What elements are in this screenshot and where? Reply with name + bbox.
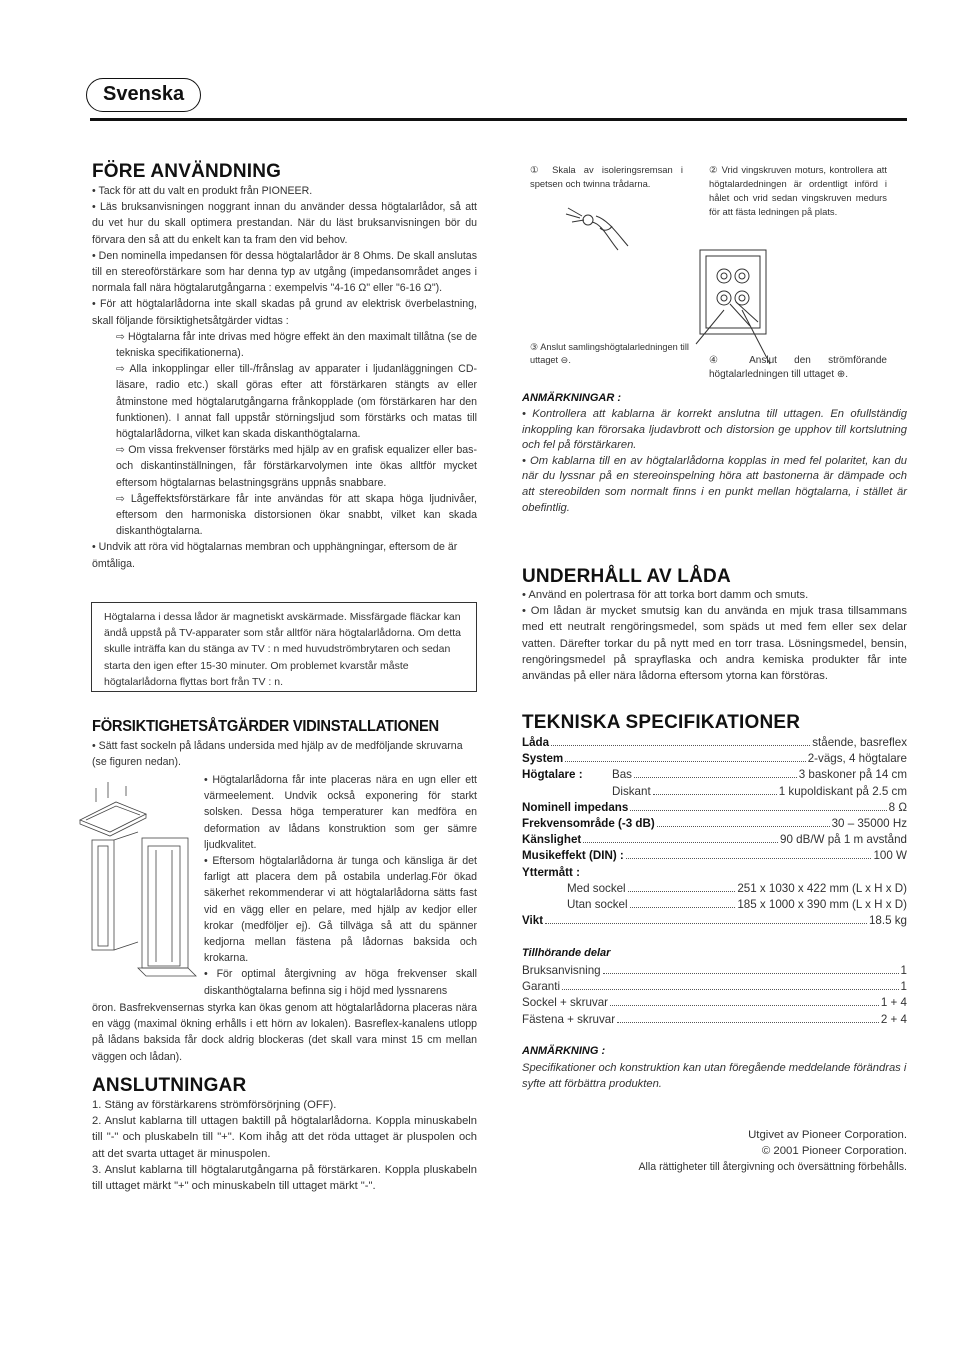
spec-subkey: Diskant [612,784,651,798]
spec-key: Yttermått : [522,865,580,879]
spec-key: Känslighet [522,833,582,847]
underhall-body [522,587,907,684]
remark-text: Specifikationer och konstruktion kan utan föregående meddelande förändras i syfte att förbättra produkten. [522,1062,907,1090]
note-2: • Om kablarna till en av högtalarlådorna kopplas in med fel polaritet, kan du när du lyssnar på en stereoinspelning höra att bastonerna är dämpade och att stereobilden som normalt finns i en punkt mellan högtalarna, i stället är obefintlig. [522,454,907,514]
header-rule [90,118,907,121]
accessory-row [522,979,907,995]
section-title-specs: TEKNISKA SPECIFIKATIONER [522,712,801,733]
spec-list [522,735,907,929]
spec-key: Vikt [522,914,544,928]
forsikt-oven-warning: • Högtalarlådorna får inte placeras nära en ugn eller ett värmeelement. Undvik också exponering för starkt solsken. Dessa höga temperaturer kan medföra en deformation av lådans konstruktion som ger sämre ljudkvalitet. [204,774,477,851]
forsikt-intro: • Sätt fast sockeln på lådans undersida med hjälp av de medföljande skruvarna (se figuren nedan). [92,740,463,769]
spec-subkey: Utan sockel [567,898,628,912]
fore-bullet-5: • Undvik att röra vid högtalarnas membran och upphängningar, eftersom de är ömtåliga. [92,541,458,570]
spec-row-lada [522,735,907,751]
fore-sub-4: ⇨ Lågeffektsförstärkare får inte användas för att skapa höga ljudnivåer, eftersom den harmoniska distorsionen ökar snabbt, vilket kan skada diskanthögtalarna. [116,492,477,538]
section-title-forsikt: FÖRSIKTIGHETSÅTGÄRDER VIDINSTALLATIONEN [92,718,439,735]
accessory-name: Garanti [522,980,561,994]
language-tab: Svenska [86,78,201,112]
forsikt-mounting: • Eftersom högtalarlådorna är tunga och känsliga är det farligt att placera dem på ostabila underlag.För ökad säkerhet rekommenderar vi att högtalarlådorna sätts fast vid en vägg eller en pelare, med hjälp av kedjor eller krokar (medföljer ej). Gå tillväga så att du spänner kedjorna mellan fästena på lådornas baksida och krokarna. [204,855,477,965]
anslut-step-3: 3. Anslut kablarna till högtalarutgångarna på förstärkaren. Koppla pluskabeln till uttaget märkt "+" och minuskabeln till uttaget märkt "-". [92,1163,477,1193]
spec-row-yttermatt [522,865,907,881]
section-title-anslut: ANSLUTNINGAR [92,1075,247,1096]
accessory-qty: 1 [900,980,907,994]
accessory-qty: 2 + 4 [880,1012,907,1026]
forsikt-placement: öron. Basfrekvensernas styrka kan ökas genom att högtalarlådorna placeras nära en vägg (maximal ökning erhålls i ett hörn av lokalen). Basreflex-kanalens utlopp på lådans baksida får dock aldrig blockeras (det skall vara minst 15 cm mellan väggen och lådan). [92,1002,477,1063]
section-title-fore: FÖRE ANVÄNDNING [92,161,282,182]
notes-title: ANMÄRKNINGAR : [522,392,621,404]
accessories-title: Tillhörande delar [522,947,611,959]
spec-subkey: Med sockel [567,881,626,895]
accessory-row [522,963,907,979]
spec-value: 8 Ω [888,800,907,814]
speaker-socket-illustration [76,780,206,980]
accessory-qty: 1 + 4 [880,996,907,1010]
spec-value: 18.5 kg [868,914,907,928]
fore-body [92,183,477,572]
accessory-name: Bruksanvisning [522,964,601,977]
spec-key: Låda [522,736,550,749]
spec-row-frekvens [522,816,907,832]
fore-sub-1: ⇨ Högtalarna får inte drivas med högre effekt än den maximalt tillåtna (se de tekniska specifikationerna). [116,330,477,360]
fore-sub-2: ⇨ Alla inkopplingar eller till-/frånslag av apparater i ljudanläggningen CD-läsare, radio etc.) skall göras efter att förstärkaren stängts av eller åtminstone med högtalarutgångarna frånkopplade (om förstärkaren har den funktionen). I annat fall uppstår störningsljud som förstärks och matas till högtalarlådorna, vilket kan skada diskanthögtalarna. [116,363,477,441]
wiring-step-4: ④ Anslut den strömförande högtalarledningen till uttaget ⊕. [709,355,887,380]
spec-row-kanslighet [522,832,907,848]
spec-row-utan-sockel [522,897,907,913]
underhall-p1: • Använd en polertrasa för att torka bort damm och smuts. [522,589,809,601]
publisher-block [638,1127,907,1175]
spec-key: Nominell impedans [522,800,629,814]
section-title-underhall: UNDERHÅLL AV LÅDA [522,566,731,587]
forsikt-right-col [204,772,477,999]
publisher-line-2: © 2001 Pioneer Corporation. [761,1145,907,1157]
spec-value: 30 – 35000 Hz [831,817,907,831]
accessory-qty: 1 [900,964,907,977]
fore-sub-3: ⇨ Om vissa frekvenser förstärks med hjälp av en grafisk equalizer eller bas- och diskantinställningen, får förstärkarvolymen inte ökas alltför mycket eftersom högtalarnas belastningsgräns uppnås snabbare. [116,444,477,489]
spec-value: stående, basreflex [812,736,907,749]
publisher-line-1: Utgivet av Pioneer Corporation. [748,1129,907,1141]
spec-value: 2-vägs, 4 högtalare [807,752,907,766]
spec-value: 185 x 1000 x 390 mm (L x H x D) [737,898,907,912]
anslut-body [92,1097,477,1194]
wiring-step-3: ③ Anslut samlingshögtalarledningen till uttaget ⊖. [530,342,689,365]
spec-subkey: Bas [612,768,632,782]
remark-title: ANMÄRKNING : [522,1045,606,1057]
anslut-step-1: 1. Stäng av förstärkarens strömförsörjning (OFF). [92,1099,337,1111]
notes-body [522,407,907,516]
fore-bullet-4: • För att högtalarlådorna inte skall skadas på grund av elektrisk överbelastning, skall följande försiktighetsåtgärder vidtas : [92,298,477,327]
fore-bullet-1: • Tack för att du valt en produkt från PIONEER. [92,185,313,197]
wiring-step-1: ① Skala av isoleringsremsan i spetsen och twinna trådarna. [530,164,683,189]
spec-row-impedans [522,800,907,816]
spec-value: 251 x 1030 x 422 mm (L x H x D) [737,881,907,895]
spec-row-musikeffekt [522,848,907,864]
wiring-step-2: ② Vrid vingskruven moturs, kontrollera att högtalardedningen är ordentligt införd i hålet och vrid sedan vingskruven medurs för att fästa ledningen på plats. [709,164,887,217]
magnetic-shield-notice: Högtalarna i dessa lådor är magnetiskt avskärmade. Missfärgade fläckar kan ändå uppstå på TV-apparater som står alltför nära högtalarlådorna. Om detta skulle inträffa kan du stänga av TV : n med huvudströmbrytaren och sedan starta den igen efter 15-30 minuter. Om problemet kvarstår måste högtalarlådorna flyttas bort från TV : n. [91,602,477,692]
accessories-list [522,963,907,1028]
spec-key: Frekvensområde (-3 dB) [522,817,655,831]
spec-value: 1 kupoldiskant på 2.5 cm [778,784,907,798]
spec-row-diskant [522,784,907,800]
spec-value: 3 baskoner på 14 cm [798,768,907,782]
publisher-line-3: Alla rättigheter till återgivning och översättning förbehålls. [638,1161,907,1173]
spec-row-med-sockel [522,881,907,897]
anslut-step-2: 2. Anslut kablarna till uttagen baktill på högtalarlådorna. Koppla minuskabeln till "-" och pluskabeln till "+". Kom ihåg att det röda uttaget är pluspolen och att det svarta uttaget är minuspolen. [92,1115,477,1160]
accessory-name: Sockel + skruvar [522,996,609,1010]
accessory-row [522,995,907,1011]
underhall-p2: • Om lådan är mycket smutsig kan du använda en mjuk trasa tillsammans med ett neutralt rengöringsmedel, som späds ut med fem eller sex delar vatten. Därefter torkar du på nytt med en torr trasa. Lösningsmedel, bensin, rengöringsmedel på sprayflaska och andra kemiska produkter får inte användas på eller nära lådorna eftersom ytorna kan förstöras. [522,605,907,683]
forsikt-height: • För optimal återgivning av höga frekvenser skall diskanthögtalarna befinna sig i höjd med lyssnarens [204,968,477,997]
accessory-name: Fästena + skruvar [522,1012,616,1026]
spec-value: 100 W [873,849,907,863]
spec-key: Musikeffekt (DIN) : [522,849,624,863]
spec-row-vikt [522,913,907,929]
spec-key: System [522,752,564,766]
spec-value: 90 dB/W på 1 m avstånd [780,833,907,847]
spec-row-bas [522,767,907,783]
note-1: • Kontrollera att kablarna är korrekt anslutna till uttagen. En ofullständig inkoppling kan förorsaka ljudavbrott och distorsion ge upphov till kortslutning och fel på förstärkaren. [522,408,907,452]
spec-key: Högtalare : [522,768,583,782]
spec-row-system [522,751,907,767]
fore-bullet-2: • Läs bruksanvisningen noggrant innan du använder dessa högtalarlådor, så att du vet hur du skall optimera prestandan. När du läst bruksanvisningen bör du förvara den så att du enkelt kan ta fram den vid behov. [92,201,477,246]
fore-bullet-3: • Den nominella impedansen för dessa högtalarlådor är 8 Ohms. De skall anslutas till en stereoförstärkare som har denna typ av utgång (impedansområdet anges i normala fall nära högtalarutgångarna : exempelvis "4-16 Ω" eller "6-16 Ω"). [92,249,477,295]
accessory-row [522,1012,907,1028]
